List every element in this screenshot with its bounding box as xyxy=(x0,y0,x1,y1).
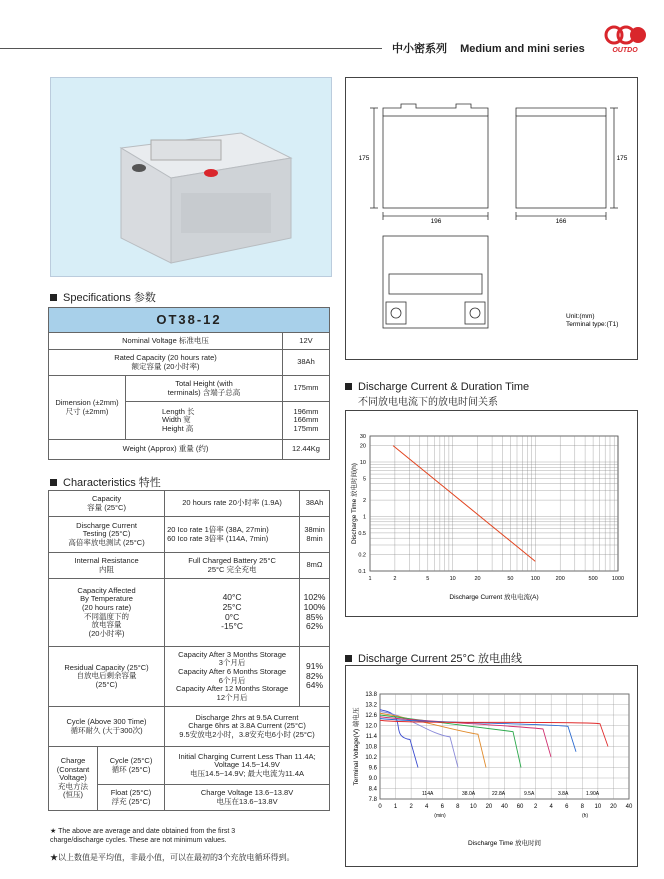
chart2-x-tick: 8 xyxy=(456,804,460,810)
charge-cycle-desc: Initial Charging Current Less Than 11.4A; Voltage 14.5~14.9V 电压14.5~14.9V; 最大电流为11.4A xyxy=(165,747,330,785)
chart2-y-tick: 7.8 xyxy=(368,797,377,803)
chart1-y-tick: 1 xyxy=(362,514,366,521)
spec-table xyxy=(48,307,330,460)
chart2-x-unit-h: (h) xyxy=(581,813,589,819)
chart1-x-tick: 200 xyxy=(555,576,565,582)
charge-label: Charge (Constant Voltage) 充电方法 (恒压) xyxy=(49,747,98,811)
char-table xyxy=(48,490,330,811)
chart1-y-tick: 5 xyxy=(362,476,366,483)
spec-title: Specifications 参数 xyxy=(50,289,156,305)
rated-capacity-value: 38Ah xyxy=(282,350,329,376)
chart2-y-tick: 9.6 xyxy=(368,765,377,772)
chart2-x-tick: 20 xyxy=(485,804,493,810)
chart1-series-line xyxy=(393,446,535,562)
char-title: Characteristics 特性 xyxy=(50,474,161,490)
charge-cycle-label: Cycle (25°C) 循环 (25°C) xyxy=(98,747,165,785)
chart2-x-tick: 6 xyxy=(565,804,569,810)
lwh-values: 196mm 166mm 175mm xyxy=(282,402,329,440)
chart1-xlabel: Discharge Current 放电电流(A) xyxy=(449,594,539,601)
chart1-y-tick: 2 xyxy=(362,498,366,505)
chart2-x-tick: 8 xyxy=(580,804,584,810)
chart2-ylabel: Terminal Voltage(V) 端电压 xyxy=(353,707,360,786)
chart1-x-tick: 1 xyxy=(368,576,372,582)
cycle-label: Cycle (Above 300 Time) 循环耐久 (大于300次) xyxy=(49,707,165,747)
chart1-x-tick: 10 xyxy=(449,576,456,582)
chart2-x-unit-min: (min) xyxy=(434,813,446,819)
dimension-drawing xyxy=(345,77,638,360)
header-rule xyxy=(0,48,382,49)
weight-label: Weight (Approx) 重量 (约) xyxy=(49,440,283,460)
chart1-x-tick: 2 xyxy=(393,576,397,582)
total-height-label: Total Height (with terminals) 含端子总高 xyxy=(126,376,283,402)
chart2-y-tick: 13.8 xyxy=(365,692,377,698)
chart2-frame xyxy=(345,665,638,867)
chart2-y-tick: 10.2 xyxy=(365,755,377,761)
residual-label: Residual Capacity (25°C) 自放电后剩余容量 (25°C) xyxy=(49,647,165,707)
dim-width-front: 196 xyxy=(430,218,442,225)
chart2-x-tick: 2 xyxy=(533,804,538,810)
temp-values: 102% 100% 85% 62% xyxy=(300,579,330,647)
chart2-y-tick: 8.4 xyxy=(368,786,377,793)
charge-float-label: Float (25°C) 浮充 (25°C) xyxy=(98,785,165,811)
lwh-labels: Length 长 Width 宽 Height 高 xyxy=(126,402,283,440)
chart2-x-tick: 60 xyxy=(516,804,524,810)
chart2-curve-label: 9.5A xyxy=(524,791,535,797)
chart1-y-tick: 0.5 xyxy=(358,530,366,537)
dim-width-side: 166 xyxy=(555,218,567,225)
chart1-x-tick: 50 xyxy=(507,576,514,582)
chart1-title-cn: 不同放电电流下的放电时间关系 xyxy=(358,397,498,408)
dim-height-front: 175 xyxy=(358,155,370,162)
chart2-x-tick: 1 xyxy=(393,804,398,810)
chart2-curve-label: 3.8A xyxy=(558,791,569,797)
capacity-value: 38Ah xyxy=(300,491,330,517)
chart1-y-tick: 0.2 xyxy=(358,552,366,559)
chart1-x-tick: 500 xyxy=(588,576,598,582)
chart1-svg xyxy=(346,411,637,616)
temp-label: Capacity Affected By Temperature (20 hours rate) 不同温度下的 放电容量 (20小时率) xyxy=(49,579,165,647)
header-series xyxy=(392,40,585,56)
model-name: OT38-12 xyxy=(49,308,330,333)
cycle-desc: Discharge 2hrs at 9.5A Current Charge 6hrs at 3.8A Current (25°C) 9.5安放电2小时，3.8安充电6小时 (25°C) xyxy=(165,707,330,747)
resistance-label: Internal Resistance 内阻 xyxy=(49,553,165,579)
resistance-value: 8mΩ xyxy=(300,553,330,579)
chart2-y-tick: 11.4 xyxy=(365,734,377,740)
chart2-x-tick: 6 xyxy=(440,804,444,810)
note-en: ★ The above are average and date obtained from the first 3 charge/discharge cycles. These are not minimum values. xyxy=(50,828,236,844)
chart2-x-tick: 4 xyxy=(425,804,429,810)
chart2-curve xyxy=(380,715,521,768)
capacity-label: Capacity 容量 (25°C) xyxy=(49,491,165,517)
discharge-rates: 20 Ico rate 1倍率 (38A, 27min) 60 Ico rate 3倍率 (114A, 7min) xyxy=(165,517,300,553)
residual-conditions: Capacity After 3 Months Storage 3个月后 Capacity After 6 Months Storage 6个月后 Capacity After 12 Months Storage 12个月后 xyxy=(165,647,300,707)
chart2-xlabel: Discharge Time 放电时间 xyxy=(468,840,541,847)
dim-height-side: 175 xyxy=(616,155,628,162)
resistance-cond: Full Charged Battery 25°C 25°C 完全充电 xyxy=(165,553,300,579)
chart2-svg xyxy=(346,666,637,866)
chart2-curve xyxy=(380,720,608,746)
chart2-y-tick: 13.2 xyxy=(365,702,377,709)
header-series-en: Medium and mini series xyxy=(460,43,585,55)
chart2-x-tick: 0 xyxy=(378,804,382,810)
chart2-y-tick: 9.0 xyxy=(368,776,377,782)
chart2-x-tick: 10 xyxy=(594,804,602,810)
chart1-y-tick: 0.1 xyxy=(358,569,366,575)
chart1-plot-area xyxy=(370,436,618,571)
weight-value: 12.44Kg xyxy=(282,440,329,460)
chart2-x-tick: 40 xyxy=(501,804,508,810)
discharge-values: 38min 8min xyxy=(300,517,330,553)
chart1-x-tick: 5 xyxy=(426,576,430,582)
chart1-title: Discharge Current & Duration Time xyxy=(345,381,529,393)
chart1-x-tick: 100 xyxy=(530,576,540,582)
unit-label: Unit:(mm) xyxy=(566,313,595,320)
chart1-x-tick: 20 xyxy=(474,576,481,582)
chart2-curve-label: 22.8A xyxy=(492,791,506,797)
chart1-x-tick: 1000 xyxy=(611,576,625,582)
brand-logo xyxy=(600,24,650,54)
nominal-voltage-value: 12V xyxy=(282,333,329,350)
chart2-title: Discharge Current 25°C 放电曲线 xyxy=(345,650,522,666)
capacity-rate: 20 hours rate 20小时率 (1.9A) xyxy=(165,491,300,517)
chart1-ylabel: Discharge Time 放电时间(h) xyxy=(351,463,358,544)
terminal-label: Terminal type:(T1) xyxy=(566,321,619,328)
dimension-label: Dimension (±2mm) 尺寸 (±2mm) xyxy=(49,376,126,440)
chart1-frame xyxy=(345,410,638,617)
chart1-y-tick: 20 xyxy=(359,443,366,450)
header-series-cn: 中小密系列 xyxy=(392,43,447,55)
chart2-y-tick: 12.6 xyxy=(365,713,377,719)
chart2-y-tick: 12.0 xyxy=(365,723,377,730)
chart2-x-tick: 4 xyxy=(549,804,553,810)
charge-float-desc: Charge Voltage 13.6~13.8V 电压在13.6~13.8V xyxy=(165,785,330,811)
chart2-x-tick: 10 xyxy=(470,804,477,810)
chart2-y-tick: 10.8 xyxy=(365,744,377,751)
product-photo xyxy=(50,77,332,277)
chart2-curve-label: 114A xyxy=(422,791,434,797)
nominal-voltage-label: Nominal Voltage 标准电压 xyxy=(49,333,283,350)
chart1-y-tick: 10 xyxy=(359,460,366,467)
chart2-x-tick: 20 xyxy=(610,804,617,810)
note-cn: ★以上数值是平均值，非最小值，可以在最初的3个充放电循环得到。 xyxy=(50,853,295,862)
chart2-curve-label: 38.0A xyxy=(462,791,476,797)
chart2-x-tick: 2 xyxy=(409,804,413,810)
brand-name: OUTDO xyxy=(612,47,638,54)
discharge-label: Discharge Current Testing (25°C) 高倍率放电测试 (25°C) xyxy=(49,517,165,553)
chart1-y-tick: 30 xyxy=(359,434,366,440)
chart2-curve-label: 1.90A xyxy=(586,791,600,797)
temp-conditions: 40°C 25°C 0°C -15°C xyxy=(165,579,300,647)
residual-values: 91% 82% 64% xyxy=(300,647,330,707)
rated-capacity-label: Rated Capacity (20 hours rate) 额定容量 (20小时率) xyxy=(49,350,283,376)
chart2-x-tick: 40 xyxy=(625,804,633,810)
total-height-value: 175mm xyxy=(282,376,329,402)
